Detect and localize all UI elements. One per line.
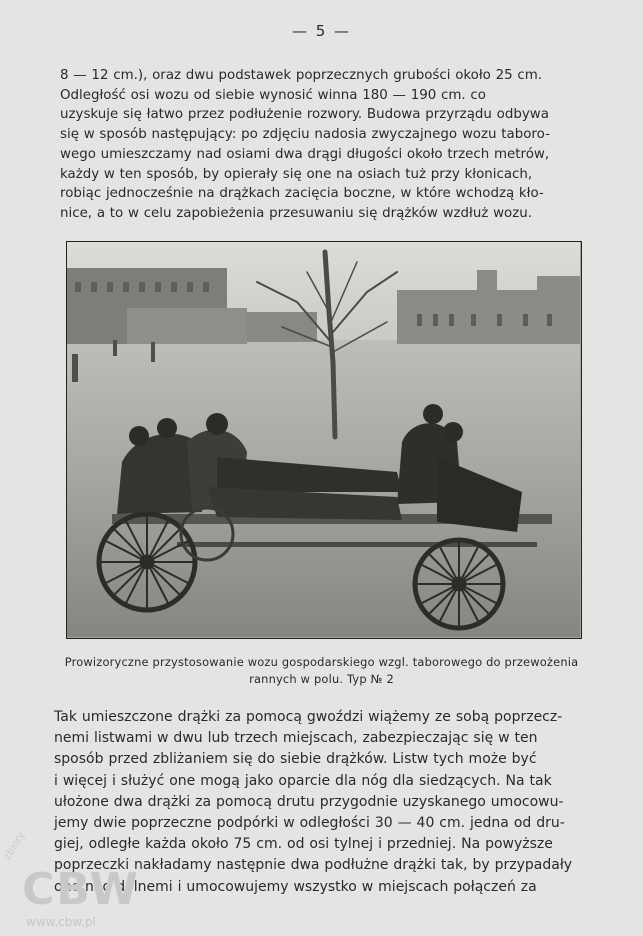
text-line: 8 — 12 cm.), oraz dwu podstawek poprzecznych grubości około 25 cm. — [60, 68, 543, 83]
text-line: się w sposób następujący: po zdjęciu nadosia zwyczajnego wozu taboro- — [60, 127, 550, 143]
text-line: Odległość osi wozu od siebie wynosić winna 180 — 190 cm. co — [60, 87, 486, 103]
text-line: poprzeczki nakładamy następnie dwa podłużne drążki tak, by przypadały — [54, 857, 573, 874]
caption-line: Prowizoryczne przystosowanie wozu gospodarskiego wzgl. taborowego do przewożenia — [64, 655, 579, 669]
watermark-arc-text: zbiory — [2, 830, 28, 862]
watermark — [22, 864, 140, 915]
wheel-front — [415, 540, 503, 628]
text-line: jemy dwie poprzeczne podpórki w odległości 30 — 40 cm. jedna od dru- — [54, 815, 565, 832]
text-line: uzyskuje się łatwo przez podłużenie rozwory. Budowa przyrządu odbywa — [60, 107, 549, 123]
text-line: ułożone dwa drążki za pomocą drutu przygodnie uzyskanego umocowu- — [54, 793, 564, 810]
text-line: giej, odległe każda około 75 cm. od osi tylnej i przedniej. Na powyższe — [54, 836, 553, 853]
paragraph-1 — [60, 66, 596, 224]
photo-illustration — [67, 242, 580, 637]
text-line: nemi listwami w dwu lub trzech miejscach, zabezpieczając się w ten — [54, 730, 538, 747]
watermark-logo: CBW — [22, 864, 140, 915]
page-number: — 5 — — [291, 22, 352, 40]
figure-caption — [40, 654, 603, 687]
text-line: one nad dolnemi i umocowujemy wszystko w miejscach połączeń za — [54, 878, 537, 895]
figure-photo — [66, 241, 582, 639]
text-line: robiąc jednocześnie na drążkach zacięcia boczne, w które wchodzą kło- — [60, 186, 544, 202]
text-line: sposób przed zbliżaniem się do siebie drążków. Listw tych może być — [54, 751, 537, 768]
caption-line: rannych w polu. Typ № 2 — [249, 671, 394, 686]
text-line: i więcej i służyć one mogą jako oparcie dla nóg dla siedzących. Na tak — [54, 772, 552, 789]
watermark-url: www.cbw.pl — [26, 915, 96, 929]
text-line: Tak umieszczone drążki za pomocą gwoździ wiążemy ze sobą poprzecz- — [54, 709, 563, 725]
text-line: nice, a to w celu zapobieżenia przesuwaniu się drążków wzdłuż wozu. — [60, 205, 533, 221]
text-line: wego umieszczamy nad osiami dwa drągi długości około trzech metrów, — [60, 146, 550, 162]
text-line: każdy w ten sposób, by opierały się one na osiach tuż przy kłonicach, — [60, 166, 533, 182]
